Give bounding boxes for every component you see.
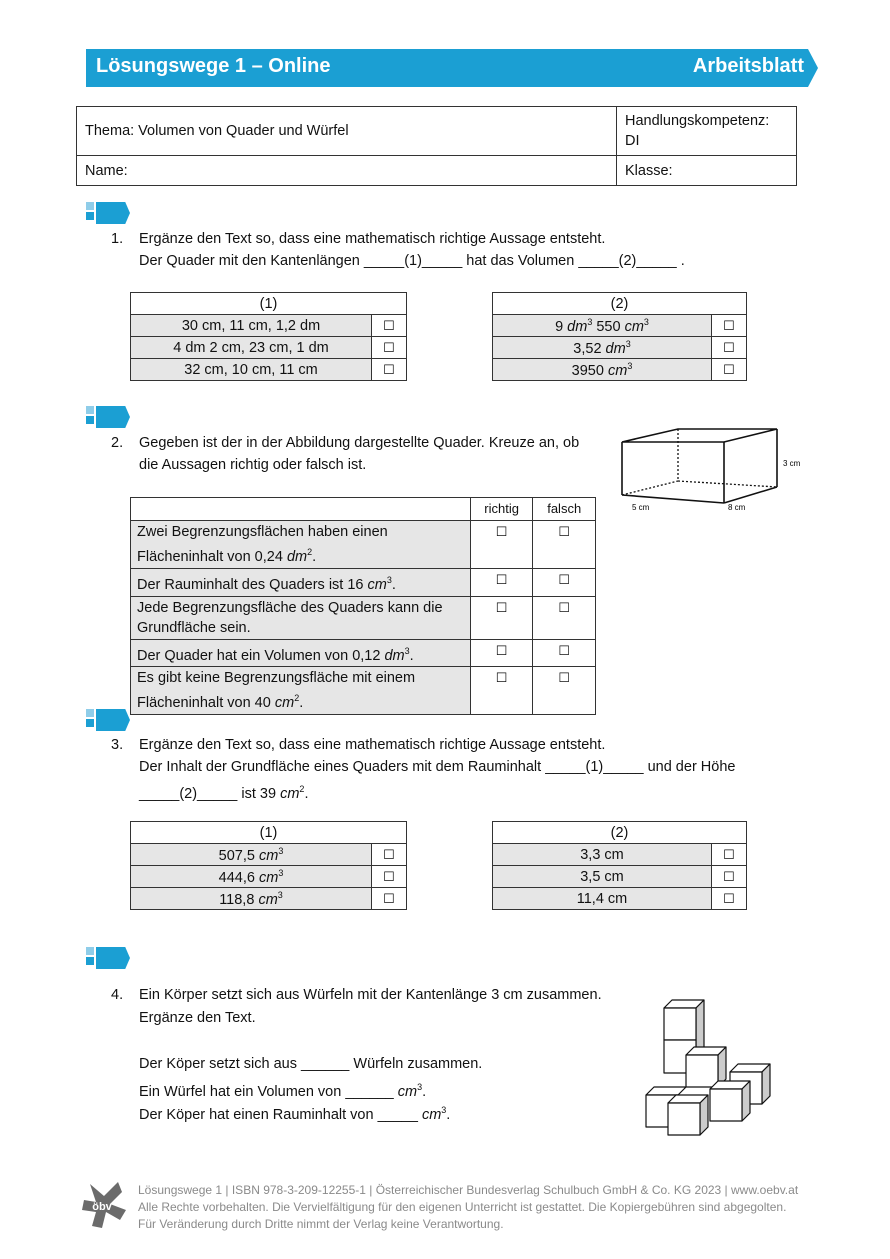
statement: Der Quader hat ein Volumen von 0,12 $dm^3$. [131,639,471,667]
checkbox[interactable]: ☐ [712,888,747,910]
checkbox[interactable]: ☐ [712,337,747,359]
cuboid-figure [612,415,812,515]
checkbox-falsch[interactable]: ☐ [533,667,596,715]
question-3: 3. Ergänze den Text so, dass eine mathematisch richtige Aussage entsteht. Der Inhalt der Grundfläche eines Quaders mit dem Rauminhalt _____(1)_____ und der Höhe _____(2)_____ ist 39 $cm^2$. [111,737,736,802]
checkbox-richtig[interactable]: ☐ [470,667,533,715]
q3-options-2: (2) 3,3 cm ☐ 3,5 cm ☐ 11,4 cm ☐ [492,821,747,910]
checkbox-richtig[interactable]: ☐ [470,596,533,639]
height-label: 3 cm [783,459,801,468]
checkbox[interactable]: ☐ [712,844,747,866]
q3-options-1: (1) 507,5 $cm^3$ ☐ 444,6 $cm^3$ ☐ 118,8 $cm^3$ ☐ [130,821,407,910]
checkbox[interactable]: ☐ [372,866,407,888]
cube-figure [640,995,780,1140]
checkbox[interactable]: ☐ [372,315,407,337]
task-tag-4 [86,947,136,969]
checkbox-falsch[interactable]: ☐ [533,521,596,569]
task-tag-3 [86,709,136,731]
checkbox[interactable]: ☐ [372,359,407,381]
checkbox-richtig[interactable]: ☐ [470,568,533,596]
checkbox[interactable]: ☐ [372,844,407,866]
width-label: 5 cm [632,503,650,512]
q1-options-2: (2) 9 $dm^3$ 550 $cm^3$ ☐ 3,52 $dm^3$ ☐ 3950 $cm^3$ ☐ [492,292,747,381]
statement: Der Rauminhalt des Quaders ist 16 $cm^3$. [131,568,471,596]
statement: Zwei Begrenzungsflächen haben einen Flächeninhalt von 0,24 $dm^2$. [131,521,471,569]
header-type: Arbeitsblatt [692,55,804,77]
checkbox-falsch[interactable]: ☐ [533,596,596,639]
statement: Jede Begrenzungsfläche des Quaders kann die Grundfläche sein. [131,596,471,639]
checkbox[interactable]: ☐ [712,315,747,337]
question-4: 4. Ein Körper setzt sich aus Würfeln mit der Kantenlänge 3 cm zusammen. Ergänze den Text. Der Köper setzt sich aus ______ Würfeln zusammen. Ein Würfel hat ein Volumen von ______ $cm^3$. Der Köper hat einen Rauminhalt von _____ $cm^3$. [111,987,602,1123]
header-title: Lösungswege 1 – Online [96,55,331,77]
task-tag-2 [86,406,136,428]
thema-cell: Thema: Volumen von Quader und Würfel [77,107,617,156]
checkbox[interactable]: ☐ [712,866,747,888]
klasse-field[interactable]: Klasse: [617,156,797,186]
checkbox-falsch[interactable]: ☐ [533,639,596,667]
checkbox[interactable]: ☐ [372,337,407,359]
question-1: 1. Ergänze den Text so, dass eine mathematisch richtige Aussage entsteht. Der Quader mit den Kantenlängen _____(1)_____ hat das Volumen _____(2)_____ . [111,231,685,269]
name-field[interactable]: Name: [77,156,617,186]
length-label: 8 cm [728,503,746,512]
task-tag-1 [86,202,136,224]
q2-statement-table: richtig falsch Zwei Begrenzungsflächen haben einen Flächeninhalt von 0,24 $dm^2$. ☐ ☐ Der Rauminhalt des Quaders ist 16 $cm^3$. ☐ ☐ Jede Begrenzungsfläche des Quaders kann die Grundfläche sein. ☐ ☐ Der Quader hat ein Volumen von 0,12 $dm^3$. ☐ ☐ Es gibt keine Begrenzungsfläche mit einem Flächeninhalt von 40 $cm^2$. ☐ ☐ [130,497,596,715]
checkbox[interactable]: ☐ [712,359,747,381]
checkbox-richtig[interactable]: ☐ [470,639,533,667]
header-banner [86,49,808,87]
statement: Es gibt keine Begrenzungsfläche mit einem Flächeninhalt von 40 $cm^2$. [131,667,471,715]
oebv-logo [80,1180,130,1232]
footer-text: Lösungswege 1 | ISBN 978-3-209-12255-1 | Österreichischer Bundesverlag Schulbuch GmbH & Co. KG 2023 | www.oebv.at Alle Rechte vorbehalten. Die Vervielfältigung für den eigenen Unterricht ist gestattet. Die Kopiergebühren sind abgegolten. Für Veränderung durch Dritte nimmt der Verlag keine Verantwortung. [138,1183,799,1231]
svg-text:öbv: öbv [92,1201,112,1213]
question-2: 2. Gegeben ist der in der Abbildung dargestellte Quader. Kreuze an, ob die Aussagen richtig oder falsch ist. [111,435,580,473]
header-arrow [808,49,818,87]
checkbox-richtig[interactable]: ☐ [470,521,533,569]
checkbox-falsch[interactable]: ☐ [533,568,596,596]
checkbox[interactable]: ☐ [372,888,407,910]
info-table [76,106,797,186]
q1-options-1: (1) 30 cm, 11 cm, 1,2 dm ☐ 4 dm 2 cm, 23 cm, 1 dm ☐ 32 cm, 10 cm, 11 cm ☐ [130,292,407,381]
kompetenz-cell: Handlungskompetenz: DI [617,107,797,156]
